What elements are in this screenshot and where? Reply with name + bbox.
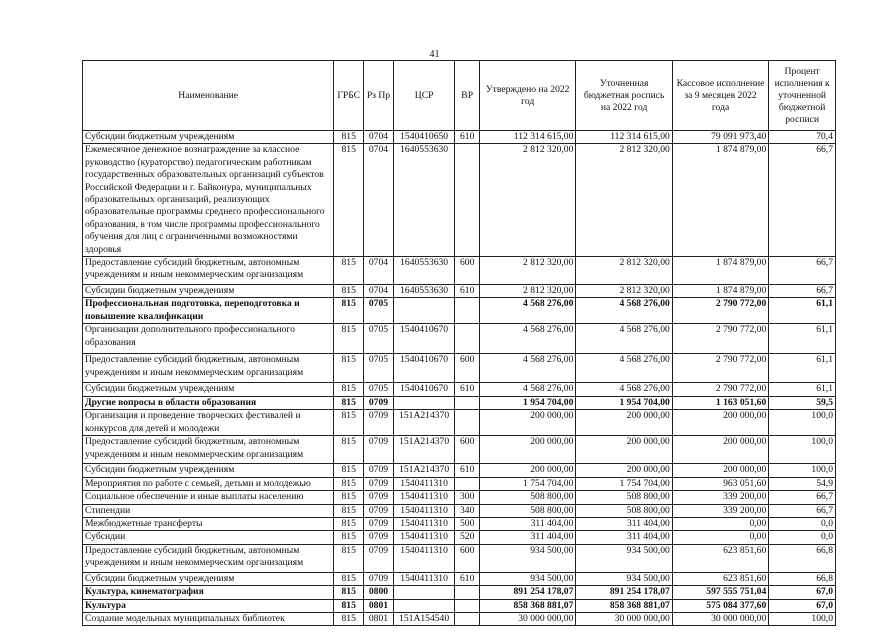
table-row [83,436,836,464]
header-percent: Процент исполнения к уточненной бюджетной росписи [769,61,836,131]
cell-grbs: 815 [334,383,364,396]
cell-refined: 200 000,00 [576,464,672,477]
cell-csr: 1540411310 [393,544,455,572]
cell-percent: 0,0 [769,531,836,544]
table-row [83,354,836,383]
cell-csr: 1640553630 [393,285,455,298]
cell-grbs: 815 [334,586,364,599]
cell-csr: 1540411310 [393,477,455,490]
cell-refined: 4 568 276,00 [576,298,672,324]
cell-approved: 2 812 320,00 [479,257,575,285]
cell-grbs: 815 [334,324,364,354]
cell-rzpr: 0709 [364,464,394,477]
cell-percent: 61,1 [769,383,836,396]
cell-approved: 200 000,00 [479,436,575,464]
cell-percent: 61,1 [769,298,836,324]
cell-percent: 100,0 [769,410,836,436]
cell-grbs: 815 [334,504,364,517]
cell-cash: 963 051,60 [672,477,768,490]
cell-approved: 2 812 320,00 [479,144,575,257]
cell-cash: 623 851,60 [672,572,768,585]
cell-percent: 66,7 [769,285,836,298]
cell-rzpr: 0709 [364,410,394,436]
cell-cash: 30 000 000,00 [672,612,768,625]
cell-approved: 858 368 881,07 [479,599,575,612]
cell-name: Субсидии бюджетным учреждениям [83,383,334,396]
cell-vr: 600 [455,354,480,383]
page-number: 41 [429,49,440,60]
cell-rzpr: 0709 [364,396,394,409]
cell-vr [455,324,480,354]
table-row [83,257,836,285]
cell-csr: 1540411310 [393,504,455,517]
cell-percent: 66,7 [769,144,836,257]
cell-name: Предоставление субсидий бюджетным, автономным учреждениям и иным некоммерческим организациям [83,544,334,572]
cell-percent: 66,7 [769,504,836,517]
cell-cash: 2 790 772,00 [672,383,768,396]
table-row [83,131,836,144]
cell-grbs: 815 [334,477,364,490]
cell-csr: 1540410650 [393,131,455,144]
cell-vr [455,298,480,324]
cell-name: Культура [83,599,334,612]
cell-percent: 70,4 [769,131,836,144]
cell-approved: 200 000,00 [479,410,575,436]
cell-csr: 1540411310 [393,531,455,544]
table-row [83,285,836,298]
cell-grbs: 815 [334,298,364,324]
cell-csr: 1540411310 [393,572,455,585]
table-row [83,544,836,572]
cell-cash: 623 851,60 [672,544,768,572]
cell-refined: 4 568 276,00 [576,383,672,396]
cell-grbs: 815 [334,131,364,144]
cell-approved: 30 000 000,00 [479,612,575,625]
header-cash: Кассовое исполнение за 9 месяцев 2022 года [672,61,768,131]
cell-name: Предоставление субсидий бюджетным, автономным учреждениям и иным некоммерческим организациям [83,257,334,285]
cell-grbs: 815 [334,531,364,544]
cell-percent: 0,0 [769,517,836,530]
cell-grbs: 815 [334,464,364,477]
cell-name: Предоставление субсидий бюджетным, автономным учреждениям и иным некоммерческим организациям [83,436,334,464]
cell-approved: 2 812 320,00 [479,285,575,298]
cell-vr [455,612,480,625]
cell-vr: 600 [455,436,480,464]
cell-refined: 1 754 704,00 [576,477,672,490]
cell-cash: 0,00 [672,531,768,544]
cell-approved: 934 500,00 [479,572,575,585]
cell-refined: 1 954 704,00 [576,396,672,409]
cell-percent: 61,1 [769,324,836,354]
cell-vr: 610 [455,383,480,396]
cell-cash: 200 000,00 [672,436,768,464]
cell-grbs: 815 [334,144,364,257]
cell-name: Стипендии [83,504,334,517]
cell-cash: 339 200,00 [672,491,768,504]
cell-csr [393,298,455,324]
cell-percent: 67,0 [769,586,836,599]
table-row [83,599,836,612]
cell-rzpr: 0709 [364,572,394,585]
cell-grbs: 815 [334,257,364,285]
cell-name: Ежемесячное денежное вознаграждение за классное руководство (кураторство) педагогическим работникам государственных образовательных организаций субъектов Российской Федерации и г. Байконура, муниципальных образовательных организаций, реализующих образовательные программы среднего профессионального образования, в том числе программы профессионального обучения для лиц с ограниченными возможностями здоровья [83,144,334,257]
cell-csr: 1540411310 [393,491,455,504]
table-row [83,324,836,354]
header-rzpr: Рз Пр [364,61,394,131]
header-row [83,61,836,131]
cell-vr: 500 [455,517,480,530]
cell-csr: 151А214370 [393,464,455,477]
cell-approved: 1 954 704,00 [479,396,575,409]
cell-percent: 100,0 [769,612,836,625]
table-row [83,612,836,625]
cell-grbs: 815 [334,436,364,464]
cell-refined: 200 000,00 [576,436,672,464]
table-row [83,531,836,544]
cell-name: Субсидии бюджетным учреждениям [83,285,334,298]
cell-cash: 79 091 973,40 [672,131,768,144]
table-row [83,477,836,490]
cell-refined: 934 500,00 [576,544,672,572]
cell-refined: 508 800,00 [576,491,672,504]
cell-name: Другие вопросы в области образования [83,396,334,409]
cell-rzpr: 0704 [364,131,394,144]
cell-csr: 1640553630 [393,144,455,257]
cell-name: Субсидии бюджетным учреждениям [83,572,334,585]
cell-name: Социальное обеспечение и иные выплаты населению [83,491,334,504]
cell-rzpr: 0801 [364,599,394,612]
table-row [83,586,836,599]
cell-cash: 2 790 772,00 [672,324,768,354]
table-row [83,572,836,585]
cell-vr: 610 [455,131,480,144]
cell-approved: 311 404,00 [479,517,575,530]
cell-rzpr: 0709 [364,436,394,464]
cell-rzpr: 0705 [364,354,394,383]
cell-vr: 610 [455,464,480,477]
cell-name: Профессиональная подготовка, переподготовка и повышение квалификации [83,298,334,324]
table-row [83,491,836,504]
table-row [83,383,836,396]
cell-cash: 2 790 772,00 [672,354,768,383]
cell-vr: 520 [455,531,480,544]
cell-grbs: 815 [334,491,364,504]
cell-refined: 891 254 178,07 [576,586,672,599]
cell-approved: 112 314 615,00 [479,131,575,144]
cell-refined: 30 000 000,00 [576,612,672,625]
cell-percent: 66,8 [769,572,836,585]
table-row [83,298,836,324]
cell-rzpr: 0705 [364,383,394,396]
cell-percent: 61,1 [769,354,836,383]
cell-csr: 1540410670 [393,324,455,354]
header-approved: Утверждено на 2022 год [479,61,575,131]
cell-refined: 311 404,00 [576,517,672,530]
cell-rzpr: 0705 [364,298,394,324]
header-refined: Уточненная бюджетная роспись на 2022 год [576,61,672,131]
cell-cash: 1 163 051,60 [672,396,768,409]
cell-percent: 59,5 [769,396,836,409]
cell-grbs: 815 [334,572,364,585]
cell-approved: 4 568 276,00 [479,383,575,396]
header-vr: ВР [455,61,480,131]
header-csr: ЦСР [393,61,455,131]
cell-approved: 311 404,00 [479,531,575,544]
cell-vr [455,477,480,490]
cell-name: Культура, кинематография [83,586,334,599]
table-row [83,517,836,530]
cell-grbs: 815 [334,544,364,572]
cell-refined: 508 800,00 [576,504,672,517]
cell-vr [455,586,480,599]
cell-csr: 151А214370 [393,436,455,464]
cell-percent: 100,0 [769,464,836,477]
cell-grbs: 815 [334,517,364,530]
cell-approved: 4 568 276,00 [479,354,575,383]
cell-csr: 151А214370 [393,410,455,436]
cell-cash: 2 790 772,00 [672,298,768,324]
cell-name: Субсидии [83,531,334,544]
cell-approved: 891 254 178,07 [479,586,575,599]
table-body [83,131,836,626]
cell-percent: 66,7 [769,257,836,285]
cell-rzpr: 0705 [364,324,394,354]
cell-rzpr: 0709 [364,544,394,572]
cell-rzpr: 0709 [364,531,394,544]
cell-approved: 4 568 276,00 [479,324,575,354]
cell-refined: 311 404,00 [576,531,672,544]
cell-name: Субсидии бюджетным учреждениям [83,464,334,477]
cell-approved: 1 754 704,00 [479,477,575,490]
cell-grbs: 815 [334,354,364,383]
cell-vr: 340 [455,504,480,517]
cell-refined: 200 000,00 [576,410,672,436]
cell-csr: 1540410670 [393,383,455,396]
header-grbs: ГРБС [334,61,364,131]
cell-name: Создание модельных муниципальных библиотек [83,612,334,625]
cell-rzpr: 0704 [364,257,394,285]
cell-cash: 0,00 [672,517,768,530]
cell-name: Мероприятия по работе с семьей, детьми и молодежью [83,477,334,490]
cell-csr: 151А154540 [393,612,455,625]
cell-grbs: 815 [334,599,364,612]
cell-name: Субсидии бюджетным учреждениям [83,131,334,144]
cell-refined: 2 812 320,00 [576,257,672,285]
cell-cash: 339 200,00 [672,504,768,517]
cell-refined: 112 314 615,00 [576,131,672,144]
table-row [83,504,836,517]
cell-csr: 1540410670 [393,354,455,383]
cell-rzpr: 0800 [364,586,394,599]
cell-percent: 66,7 [769,491,836,504]
cell-approved: 934 500,00 [479,544,575,572]
cell-percent: 66,8 [769,544,836,572]
cell-rzpr: 0704 [364,144,394,257]
cell-refined: 4 568 276,00 [576,324,672,354]
cell-csr [393,586,455,599]
cell-approved: 508 800,00 [479,491,575,504]
cell-cash: 1 874 879,00 [672,257,768,285]
cell-csr [393,599,455,612]
cell-percent: 54,9 [769,477,836,490]
cell-percent: 67,0 [769,599,836,612]
cell-rzpr: 0709 [364,504,394,517]
cell-cash: 575 084 377,60 [672,599,768,612]
cell-rzpr: 0709 [364,491,394,504]
cell-refined: 934 500,00 [576,572,672,585]
cell-rzpr: 0709 [364,477,394,490]
table-row [83,464,836,477]
cell-refined: 4 568 276,00 [576,354,672,383]
cell-grbs: 815 [334,612,364,625]
cell-grbs: 815 [334,285,364,298]
cell-vr [455,396,480,409]
cell-approved: 4 568 276,00 [479,298,575,324]
cell-cash: 1 874 879,00 [672,285,768,298]
cell-approved: 508 800,00 [479,504,575,517]
cell-vr: 600 [455,257,480,285]
cell-vr: 610 [455,285,480,298]
cell-refined: 858 368 881,07 [576,599,672,612]
cell-cash: 200 000,00 [672,464,768,477]
cell-cash: 1 874 879,00 [672,144,768,257]
cell-name: Организация и проведение творческих фестивалей и конкурсов для детей и молодежи [83,410,334,436]
cell-approved: 200 000,00 [479,464,575,477]
table-row [83,396,836,409]
cell-csr [393,396,455,409]
budget-table [82,60,836,626]
header-name: Наименование [83,61,334,131]
table-row [83,410,836,436]
cell-rzpr: 0801 [364,612,394,625]
cell-csr: 1640553630 [393,257,455,285]
cell-name: Предоставление субсидий бюджетным, автономным учреждениям и иным некоммерческим организациям [83,354,334,383]
cell-refined: 2 812 320,00 [576,285,672,298]
cell-rzpr: 0704 [364,285,394,298]
cell-cash: 200 000,00 [672,410,768,436]
cell-vr: 600 [455,544,480,572]
cell-refined: 2 812 320,00 [576,144,672,257]
cell-grbs: 815 [334,410,364,436]
cell-grbs: 815 [334,396,364,409]
cell-percent: 100,0 [769,436,836,464]
cell-csr: 1540411310 [393,517,455,530]
cell-vr [455,144,480,257]
cell-rzpr: 0709 [364,517,394,530]
cell-cash: 597 555 751,04 [672,586,768,599]
cell-name: Межбюджетные трансферты [83,517,334,530]
cell-vr [455,410,480,436]
cell-vr [455,599,480,612]
cell-vr: 610 [455,572,480,585]
cell-name: Организации дополнительного профессионального образования [83,324,334,354]
table-row [83,144,836,257]
cell-vr: 300 [455,491,480,504]
